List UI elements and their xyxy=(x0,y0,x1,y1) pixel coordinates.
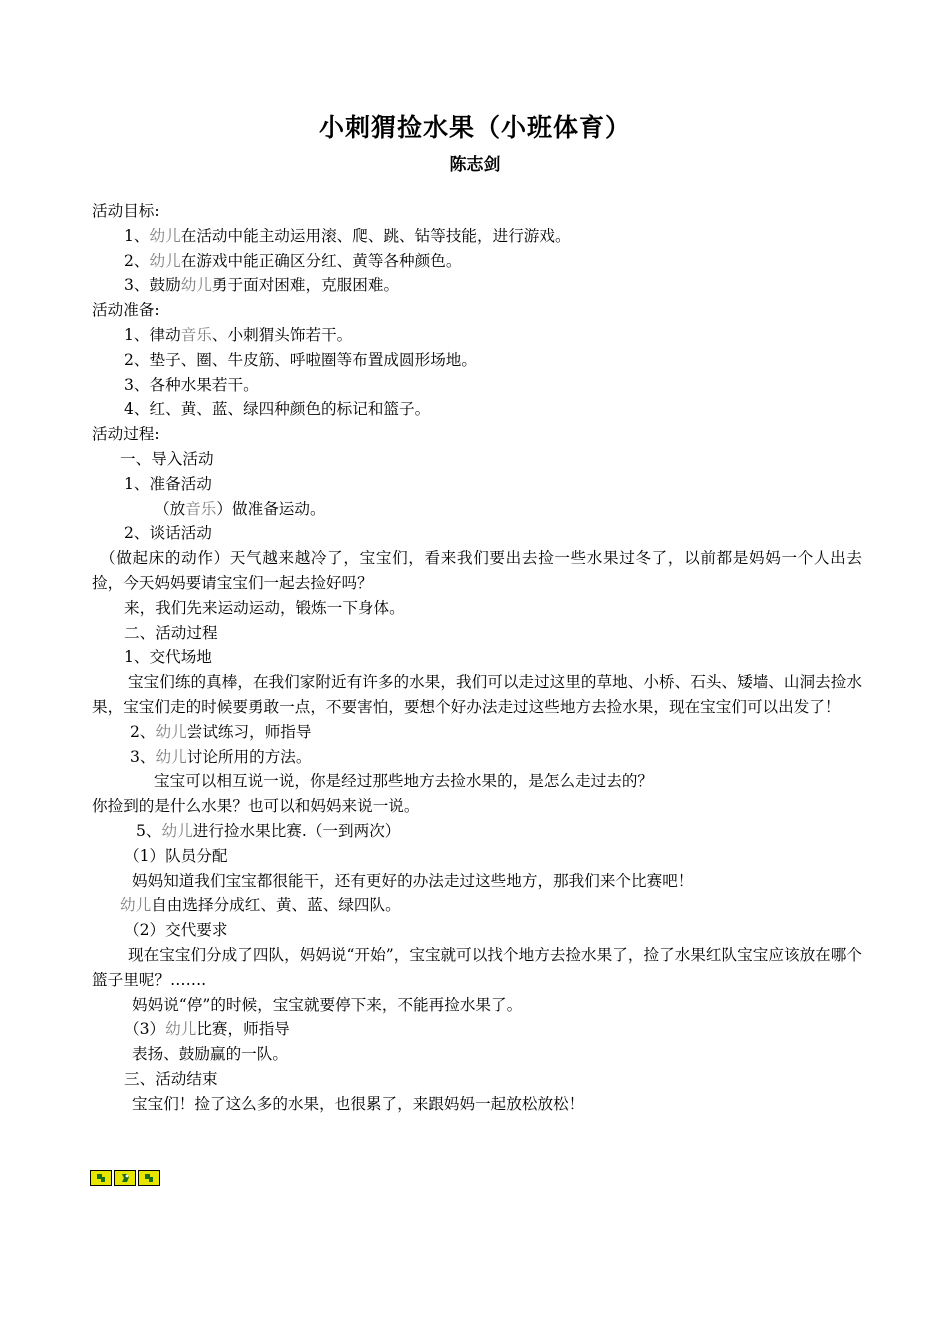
goal-3-prefix: 3、鼓励 xyxy=(124,276,181,295)
section-2-2-text: 尝试练习，师指导 xyxy=(186,722,312,741)
section-2-3-keyword: 幼儿 xyxy=(155,747,187,766)
section-2-5-1-line-2 xyxy=(92,893,862,918)
section-3-line: 宝宝们！捡了这么多的水果，也很累了，来跟妈妈一起放松放松！ xyxy=(132,1094,585,1113)
goal-3 xyxy=(92,273,862,298)
prep-3: 3、各种水果若干。 xyxy=(124,375,259,394)
section-2-heading: 二、活动过程 xyxy=(124,623,218,642)
page-navigation xyxy=(90,1170,160,1188)
section-2-5-prefix: 5、 xyxy=(136,821,162,840)
section-1-2-paragraph: （做起床的动作）天气越来越冷了，宝宝们，看来我们要出去捡一些水果过冬了，以前都是妈妈一个人出去捡，今天妈妈要请宝宝们一起去捡好吗？ xyxy=(92,549,862,592)
section-2-3-line-1: 宝宝可以相互说一说，你是经过那些地方去捡水果的，是怎么走过去的？ xyxy=(154,772,654,791)
goal-3-text: 勇于面对困难，克服困难。 xyxy=(211,276,400,295)
section-1-2: 2、谈话活动 xyxy=(124,524,212,543)
next-page-button[interactable] xyxy=(138,1170,160,1186)
section-2-3-line-2: 你捡到的是什么水果？也可以和妈妈来说一说。 xyxy=(92,797,420,816)
section-2-5-3-line: 表扬、鼓励赢的一队。 xyxy=(132,1045,288,1064)
goal-2 xyxy=(92,249,862,274)
section-2-1-paragraph: 宝宝们练的真棒，在我们家附近有许多的水果，我们可以走过这里的草地、小桥、石头、矮墙、山洞去捡水果，宝宝们走的时候要勇敢一点，不要害怕，要想个好办法走过这些地方去捡水果，现在宝宝们可以出发了！ xyxy=(92,673,862,716)
document-author: 陈志剑 xyxy=(449,155,501,175)
prep-1-text: 、小刺猬头饰若干。 xyxy=(211,325,353,344)
section-2-5-text: 进行捡水果比赛.（一到两次） xyxy=(192,821,401,840)
prep-1 xyxy=(92,323,862,348)
document-body xyxy=(92,199,862,1116)
goal-1-text: 在活动中能主动运用滚、爬、跳、钻等技能，进行游戏。 xyxy=(180,226,571,245)
section-2-5-keyword: 幼儿 xyxy=(161,821,193,840)
home-button[interactable] xyxy=(114,1170,136,1186)
process-heading: 活动过程: xyxy=(92,425,160,444)
section-2-2 xyxy=(92,720,862,745)
home-icon xyxy=(118,1172,132,1184)
section-2-5-2-line: 妈妈说“停”的时候，宝宝就要停下来，不能再捡水果了。 xyxy=(132,995,523,1014)
section-2-5-2: （2）交代要求 xyxy=(124,921,228,940)
goals-heading: 活动目标: xyxy=(92,202,160,220)
section-2-5-1-text: 自由选择分成红、黄、蓝、绿四队。 xyxy=(151,896,401,915)
section-2-5-1-line-1: 妈妈知道我们宝宝都很能干，还有更好的办法走过这些地方，那我们来个比赛吧！ xyxy=(132,871,694,890)
goal-1-keyword: 幼儿 xyxy=(149,226,181,245)
document-title: 小刺猬捡水果（小班体育） xyxy=(318,113,631,142)
section-2-5-2-paragraph: 现在宝宝们分成了四队，妈妈说“开始”，宝宝就可以找个地方去捡水果了，捡了水果红队宝宝应该放在哪个篮子里呢？……. xyxy=(92,945,862,989)
section-3-heading: 三、活动结束 xyxy=(124,1069,218,1088)
section-2-5-3-keyword: 幼儿 xyxy=(165,1020,197,1039)
section-1-1-text-rest: ）做准备运动。 xyxy=(216,499,326,518)
section-2-3-text: 讨论所用的方法。 xyxy=(186,747,312,766)
next-page-icon xyxy=(142,1172,156,1184)
section-1-1: 1、准备活动 xyxy=(124,474,212,493)
goal-1-prefix: 1、 xyxy=(124,226,150,245)
goal-2-text: 在游戏中能正确区分红、黄等各种颜色。 xyxy=(180,251,462,270)
section-2-5 xyxy=(92,819,862,844)
section-2-1: 1、交代场地 xyxy=(124,648,212,667)
prev-page-button[interactable] xyxy=(90,1170,112,1186)
prep-1-keyword: 音乐 xyxy=(180,325,212,344)
section-2-3-prefix: 3、 xyxy=(130,747,156,766)
goal-3-keyword: 幼儿 xyxy=(180,276,212,295)
section-1-2-line: 来，我们先来运动运动，锻炼一下身体。 xyxy=(124,598,405,617)
prep-4: 4、红、黄、蓝、绿四种颜色的标记和篮子。 xyxy=(124,400,431,419)
prep-1-prefix: 1、律动 xyxy=(124,325,181,344)
section-1-heading: 一、导入活动 xyxy=(120,449,214,468)
section-2-3 xyxy=(92,745,862,770)
prep-heading: 活动准备: xyxy=(92,301,160,320)
section-2-5-3-prefix: （3） xyxy=(124,1020,166,1039)
section-1-1-keyword: 音乐 xyxy=(185,499,217,518)
section-1-1-text xyxy=(92,497,862,522)
section-2-5-1-keyword: 幼儿 xyxy=(120,896,152,915)
section-2-2-keyword: 幼儿 xyxy=(155,722,187,741)
section-2-2-prefix: 2、 xyxy=(130,722,156,741)
section-2-5-3-text: 比赛，师指导 xyxy=(196,1020,290,1039)
section-1-1-text-prefix: （放 xyxy=(154,499,186,518)
goal-1 xyxy=(92,224,862,249)
section-2-5-3 xyxy=(92,1017,862,1042)
section-2-5-1: （1）队员分配 xyxy=(124,846,228,865)
prep-2: 2、垫子、圈、牛皮筋、呼啦圈等布置成圆形场地。 xyxy=(124,350,477,369)
prev-page-icon xyxy=(94,1172,108,1184)
goal-2-prefix: 2、 xyxy=(124,251,150,270)
goal-2-keyword: 幼儿 xyxy=(149,251,181,270)
